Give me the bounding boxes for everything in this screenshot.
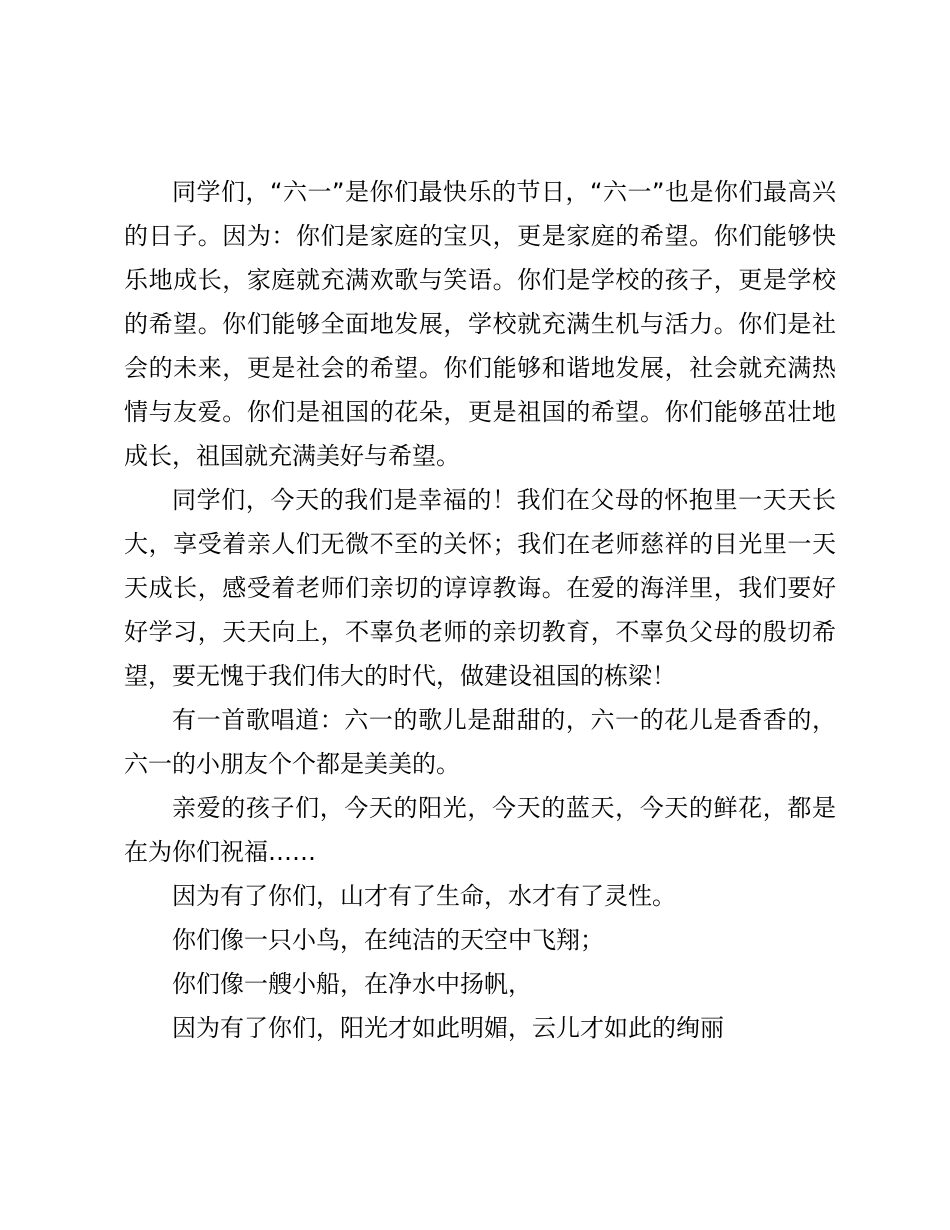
paragraph-6: 你们像一只小鸟，在纯洁的天空中飞翔； [172,926,604,954]
paragraph-7: 你们像一艘小船，在净水中扬帆， [172,970,532,998]
paragraph-5: 因为有了你们，山才有了生命，水才有了灵性。 [172,882,676,910]
paragraph-2: 同学们，今天的我们是幸福的！我们在父母的怀抱里一天天长大，享受着亲人们无微不至的关怀；我们在老师慈祥的目光里一天天成长，感受着老师们亲切的谆谆教诲。在爱的海洋里，我们要好好学习，天天向上，不辜负老师的亲切教育，不辜负父母的殷切希望，要无愧于我们伟大的时代，做建设祖国的栋梁！ [124,486,836,690]
paragraph-1: 同学们，“六一”是你们最快乐的节日，“六一”也是你们最高兴的日子。因为：你们是家庭的宝贝，更是家庭的希望。你们能够快乐地成长，家庭就充满欢歌与笑语。你们是学校的孩子，更是学校的希望。你们能够全面地发展，学校就充满生机与活力。你们是社会的未来，更是社会的希望。你们能够和谐地发展，社会就充满热情与友爱。你们是祖国的花朵，更是祖国的希望。你们能够茁壮地成长，祖国就充满美好与希望。 [124,178,836,470]
document-body [124,170,836,1050]
paragraph-4: 亲爱的孩子们，今天的阳光，今天的蓝天，今天的鲜花，都是在为你们祝福…… [124,794,836,866]
paragraph-3: 有一首歌唱道：六一的歌儿是甜甜的，六一的花儿是香香的，六一的小朋友个个都是美美的。 [124,706,836,778]
paragraph-8: 因为有了你们，阳光才如此明媚，云儿才如此的绚丽 [172,1014,724,1042]
